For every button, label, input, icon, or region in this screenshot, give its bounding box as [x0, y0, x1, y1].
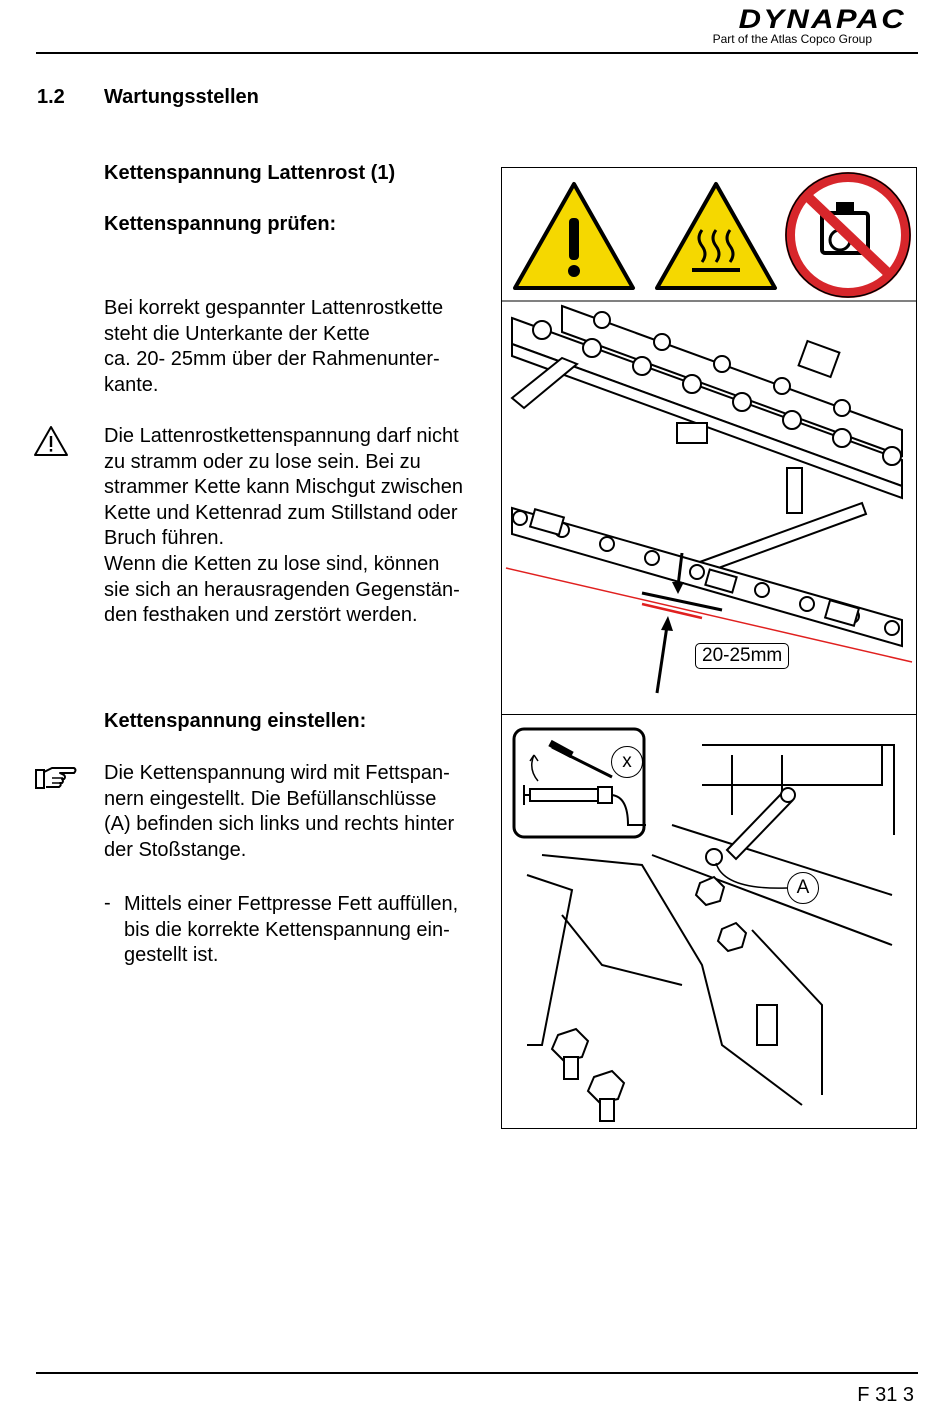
text-line: Wenn die Ketten zu lose sind, können — [104, 552, 440, 575]
text-line: kante. — [104, 373, 159, 396]
text-line: Die Lattenrostkettenspannung darf nicht — [104, 425, 459, 447]
text-line: strammer Kette kann Mischgut zwischen — [104, 476, 464, 499]
section-number: 1.2 — [37, 86, 65, 108]
text-line: steht die Unterkante der Kette — [104, 322, 370, 345]
adjust-paragraph — [104, 761, 490, 863]
inset-label-x: x — [611, 746, 643, 778]
chain-illustration — [502, 168, 916, 715]
check-paragraph — [104, 296, 490, 398]
step-paragraph — [124, 892, 490, 969]
figure-chain-tension — [501, 167, 917, 716]
text-line: Mittels einer Fettpresse Fett auffüllen, — [124, 893, 459, 915]
footer-rule — [36, 1372, 918, 1374]
header-rule — [36, 52, 918, 54]
subsection-title: Kettenspannung Lattenrost (1) — [104, 162, 396, 184]
text-line: sie sich an herausragenden Gegenstän- — [104, 578, 460, 601]
measurement-label: 20-25mm — [695, 643, 789, 669]
text-line: Kette und Kettenrad zum Stillstand oder — [104, 501, 458, 524]
warning-triangle-icon — [32, 424, 70, 458]
text-line: Bruch führen. — [104, 527, 225, 550]
warning-paragraph — [104, 424, 490, 629]
section-title: Wartungsstellen — [104, 86, 259, 108]
engine-running-prohibited-icon — [786, 173, 910, 297]
text-line: (A) befinden sich links und rechts hinter — [104, 813, 455, 836]
text-line: zu stramm oder zu lose sein. Bei zu — [104, 450, 421, 473]
page-code: F 31 3 — [857, 1384, 914, 1406]
grease-fitting-illustration — [502, 715, 916, 1128]
text-line: den festhaken und zerstört werden. — [104, 604, 418, 627]
text-line: bis die korrekte Kettenspannung ein- — [124, 918, 450, 941]
text-line: ca. 20- 25mm über der Rahmenunter- — [104, 348, 440, 371]
check-heading: Kettenspannung prüfen: — [104, 213, 337, 235]
text-line: der Stoßstange. — [104, 838, 247, 861]
text-line: nern eingestellt. Die Befüllanschlüsse — [104, 787, 437, 810]
step-dash: - — [104, 892, 111, 914]
figure-grease-fitting — [501, 714, 917, 1129]
pointing-hand-icon — [34, 764, 78, 792]
general-warning-icon — [515, 184, 633, 288]
adjust-heading: Kettenspannung einstellen: — [104, 710, 367, 732]
callout-label-a: A — [787, 872, 819, 904]
brand-tagline: Part of the Atlas Copco Group — [712, 32, 872, 46]
hot-surface-icon — [657, 184, 775, 288]
brand-logo: DYNAPAC — [738, 4, 906, 34]
text-line: Die Kettenspannung wird mit Fettspan- — [104, 762, 450, 784]
text-line: gestellt ist. — [124, 944, 219, 967]
text-line: Bei korrekt gespannter Lattenrostkette — [104, 297, 444, 319]
